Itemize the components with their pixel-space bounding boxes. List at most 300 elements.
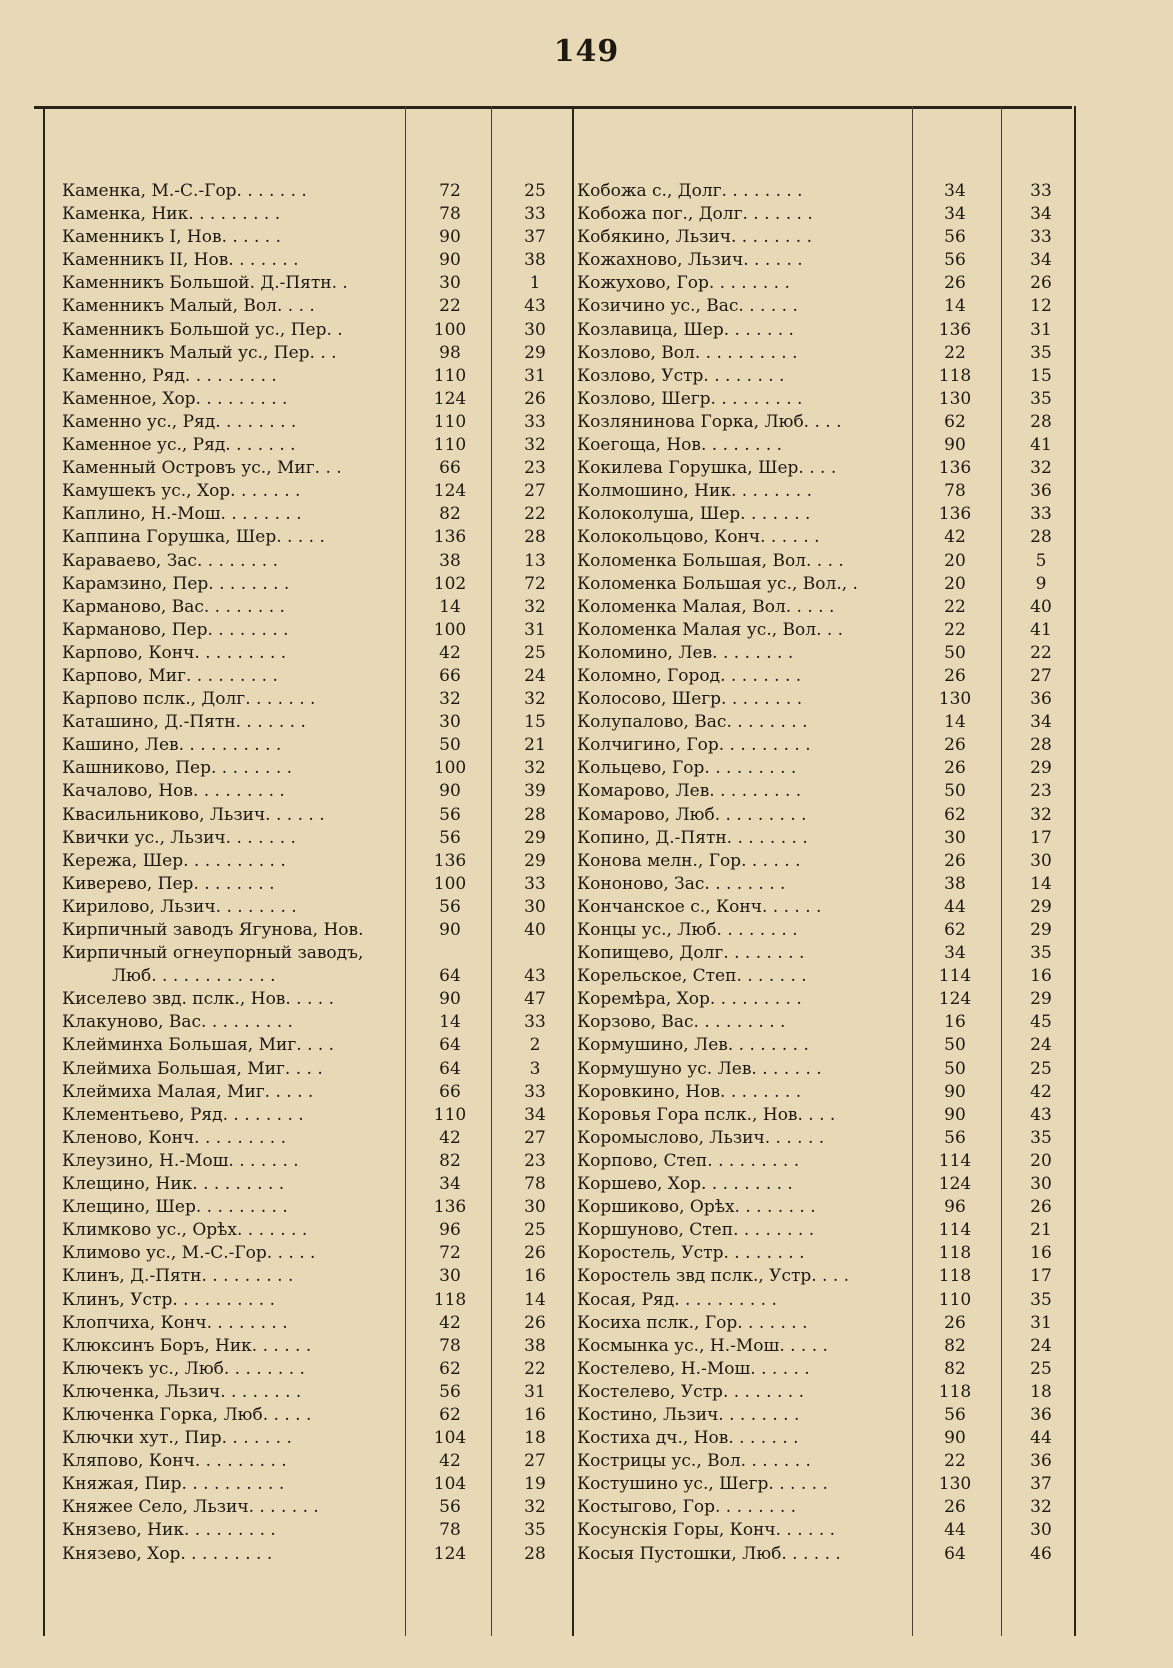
left-sub-number: 34 xyxy=(524,1104,546,1125)
right-ref-number: 62 xyxy=(944,920,966,940)
left-place-name: Каменно, Ряд. . . . . . . . . xyxy=(62,365,277,386)
left-ref-number: 96 xyxy=(439,1220,461,1241)
left-sub-number: 37 xyxy=(524,227,546,248)
left-place-name: Каменка, Ник. . . . . . . . . xyxy=(62,204,281,225)
left-place-name: Кирилово, Льзич. . . . . . . . xyxy=(62,896,297,917)
index-row xyxy=(0,850,1173,873)
index-row xyxy=(0,1104,1173,1127)
right-sub-number: 22 xyxy=(1030,642,1052,663)
left-ref-number: 62 xyxy=(439,1358,461,1379)
left-sub-number: 26 xyxy=(524,1243,546,1264)
right-place-name: Корзово, Вас. . . . . . . . . xyxy=(577,1012,786,1033)
left-ref-number: 30 xyxy=(439,273,461,294)
right-ref-number: 26 xyxy=(944,758,966,779)
left-ref-number: 104 xyxy=(433,1428,467,1449)
right-ref-number: 90 xyxy=(944,435,966,456)
left-sub-number: 26 xyxy=(524,1312,546,1333)
left-place-name: Киселево звд. пслк., Нов. . . . . xyxy=(62,989,335,1010)
right-place-name: Коршиково, Орѣх. . . . . . . . xyxy=(577,1197,816,1218)
left-place-name: Ключенка, Льзич. . . . . . . . xyxy=(62,1381,302,1402)
left-sub-number: 78 xyxy=(524,1174,546,1195)
left-sub-number: 33 xyxy=(524,873,546,894)
right-sub-number: 36 xyxy=(1030,1451,1052,1472)
left-ref-number: 100 xyxy=(433,319,467,340)
right-ref-number: 22 xyxy=(944,596,966,617)
left-ref-number: 30 xyxy=(439,1266,461,1287)
right-place-name: Костыгово, Гор. . . . . . . . xyxy=(577,1497,797,1518)
left-sub-number: 38 xyxy=(524,1335,546,1356)
left-sub-number: 27 xyxy=(524,481,546,502)
left-place-name: Каташино, Д.-Пятн. . . . . . . xyxy=(62,712,306,733)
right-sub-number: 35 xyxy=(1030,1289,1052,1310)
left-ref-number: 62 xyxy=(439,1404,461,1425)
left-ref-number: 22 xyxy=(439,296,461,317)
left-place-name: Клеузино, Н.-Мош. . . . . . . xyxy=(62,1150,299,1171)
right-sub-number: 28 xyxy=(1030,735,1052,756)
right-place-name: Коегоща, Нов. . . . . . . . xyxy=(577,435,783,456)
index-row xyxy=(0,757,1173,780)
left-place-name: Качалово, Нов. . . . . . . . . xyxy=(62,781,285,802)
right-place-name: Косыя Пустошки, Люб. . . . . . xyxy=(577,1543,841,1564)
left-sub-number: 3 xyxy=(529,1058,541,1079)
right-sub-number: 41 xyxy=(1030,435,1052,456)
right-place-name: Коромыслово, Льзич. . . . . . xyxy=(577,1127,825,1148)
left-ref-number: 42 xyxy=(439,1451,461,1472)
right-sub-number: 29 xyxy=(1030,989,1052,1010)
right-sub-number: 30 xyxy=(1030,850,1052,871)
left-ref-number: 136 xyxy=(433,850,467,871)
right-ref-number: 26 xyxy=(944,735,966,756)
index-row xyxy=(0,1219,1173,1242)
left-sub-number: 28 xyxy=(524,804,546,825)
right-place-name: Костино, Льзич. . . . . . . . xyxy=(577,1404,800,1425)
index-row xyxy=(0,526,1173,549)
left-place-name: Клементьево, Ряд. . . . . . . . xyxy=(62,1104,304,1125)
left-sub-number: 32 xyxy=(524,1497,546,1518)
index-row xyxy=(0,319,1173,342)
left-place-name: Кережа, Шер. . . . . . . . . . xyxy=(62,850,286,871)
left-sub-number: 25 xyxy=(524,642,546,663)
right-place-name: Корельское, Степ. . . . . . . xyxy=(577,966,807,987)
left-place-name: Квички ус., Льзич. . . . . . . xyxy=(62,827,296,848)
right-ref-number: 22 xyxy=(944,1451,966,1472)
right-sub-number: 26 xyxy=(1030,1197,1052,1218)
left-ref-number: 82 xyxy=(439,1150,461,1171)
left-sub-number: 22 xyxy=(524,1358,546,1379)
left-place-name: Клещино, Ник. . . . . . . . . xyxy=(62,1174,285,1195)
right-place-name: Кострицы ус., Вол. . . . . . . xyxy=(577,1451,811,1472)
index-row xyxy=(0,1058,1173,1081)
right-sub-number: 36 xyxy=(1030,689,1052,710)
page-number: 149 xyxy=(553,34,620,69)
right-ref-number: 50 xyxy=(944,1035,966,1056)
right-ref-number: 20 xyxy=(944,573,966,594)
right-ref-number: 56 xyxy=(944,1404,966,1425)
right-place-name: Кольцево, Гор. . . . . . . . . xyxy=(577,758,797,779)
index-row xyxy=(0,1381,1173,1404)
right-ref-number: 50 xyxy=(944,781,966,802)
right-sub-number: 20 xyxy=(1030,1150,1052,1171)
right-ref-number: 14 xyxy=(944,712,966,733)
right-place-name: Косунскія Горы, Конч. . . . . . xyxy=(577,1520,836,1541)
left-sub-number: 28 xyxy=(524,1543,546,1564)
index-row xyxy=(0,550,1173,573)
left-sub-number: 25 xyxy=(524,181,546,201)
left-ref-number: 56 xyxy=(439,1497,461,1518)
index-row xyxy=(0,1173,1173,1196)
right-sub-number: 35 xyxy=(1030,388,1052,409)
right-sub-number: 29 xyxy=(1030,920,1052,940)
right-place-name: Костелево, Устр. . . . . . . . xyxy=(577,1381,805,1402)
left-sub-number: 43 xyxy=(524,296,546,317)
index-row xyxy=(0,249,1173,272)
left-place-name: Каменникъ Малый ус., Пер. . . xyxy=(62,342,337,363)
right-sub-number: 41 xyxy=(1030,619,1052,640)
left-place-name: Каменникъ Большой. Д.-Пятн. . xyxy=(62,273,348,294)
left-ref-number: 136 xyxy=(433,1197,467,1218)
index-row xyxy=(0,988,1173,1011)
right-place-name: Корпово, Степ. . . . . . . . . xyxy=(577,1150,800,1171)
index-row xyxy=(0,1034,1173,1057)
right-ref-number: 34 xyxy=(944,943,966,964)
left-place-name: Карпово пслк., Долг. . . . . . . xyxy=(62,689,316,710)
right-ref-number: 82 xyxy=(944,1358,966,1379)
left-sub-number: 27 xyxy=(524,1451,546,1472)
right-sub-number: 44 xyxy=(1030,1428,1052,1449)
right-place-name: Колоколуша, Шер. . . . . . . xyxy=(577,504,811,525)
left-place-name: Каменное ус., Ряд. . . . . . . xyxy=(62,435,296,456)
left-ref-number: 38 xyxy=(439,550,461,571)
index-row xyxy=(0,503,1173,526)
index-row xyxy=(0,1404,1173,1427)
index-row xyxy=(0,780,1173,803)
right-sub-number: 33 xyxy=(1030,227,1052,248)
right-place-name: Колчигино, Гор. . . . . . . . . xyxy=(577,735,811,756)
right-place-name: Коломенка Малая ус., Вол. . . xyxy=(577,619,844,640)
left-sub-number: 28 xyxy=(524,527,546,548)
right-place-name: Козлово, Устр. . . . . . . . xyxy=(577,365,785,386)
index-row xyxy=(0,1427,1173,1450)
right-place-name: Коломенка Большая ус., Вол., . xyxy=(577,573,858,594)
right-place-name: Костиха дч., Нов. . . . . . . xyxy=(577,1428,799,1449)
left-sub-number: 1 xyxy=(529,273,541,294)
left-sub-number: 31 xyxy=(524,619,546,640)
left-sub-number: 32 xyxy=(524,435,546,456)
index-row xyxy=(0,1150,1173,1173)
right-place-name: Косиха пслк., Гор. . . . . . . xyxy=(577,1312,808,1333)
left-place-name: Каменникъ Большой ус., Пер. . xyxy=(62,319,343,340)
index-row xyxy=(0,388,1173,411)
left-sub-number: 30 xyxy=(524,319,546,340)
right-sub-number: 34 xyxy=(1030,712,1052,733)
left-sub-number: 33 xyxy=(524,1012,546,1033)
left-sub-number: 2 xyxy=(529,1035,541,1056)
left-sub-number: 18 xyxy=(524,1428,546,1449)
index-row xyxy=(0,226,1173,249)
left-ref-number: 56 xyxy=(439,827,461,848)
left-ref-number: 90 xyxy=(439,227,461,248)
right-ref-number: 64 xyxy=(944,1543,966,1564)
index-row xyxy=(0,619,1173,642)
left-ref-number: 78 xyxy=(439,1520,461,1541)
left-place-name: Князево, Ник. . . . . . . . . xyxy=(62,1520,276,1541)
right-ref-number: 118 xyxy=(938,365,972,386)
left-ref-number: 14 xyxy=(439,596,461,617)
right-ref-number: 14 xyxy=(944,296,966,317)
index-row xyxy=(0,480,1173,503)
left-ref-number: 64 xyxy=(439,966,461,987)
right-place-name: Кожахново, Льзич. . . . . . xyxy=(577,250,803,271)
right-place-name: Комарово, Люб. . . . . . . . . xyxy=(577,804,807,825)
right-sub-number: 23 xyxy=(1030,781,1052,802)
left-place-name: Каменникъ I, Нов. . . . . . xyxy=(62,227,282,248)
left-ref-number: 100 xyxy=(433,619,467,640)
left-place-name: Киверево, Пер. . . . . . . . xyxy=(62,873,275,894)
left-ref-number: 124 xyxy=(433,1543,467,1564)
right-ref-number: 118 xyxy=(938,1381,972,1402)
left-sub-number: 38 xyxy=(524,250,546,271)
left-ref-number: 42 xyxy=(439,1127,461,1148)
right-ref-number: 56 xyxy=(944,227,966,248)
right-sub-number: 9 xyxy=(1035,573,1047,594)
left-ref-number: 30 xyxy=(439,712,461,733)
left-ref-number: 100 xyxy=(433,758,467,779)
right-sub-number: 35 xyxy=(1030,943,1052,964)
right-ref-number: 34 xyxy=(944,204,966,225)
right-place-name: Коршуново, Степ. . . . . . . . xyxy=(577,1220,815,1241)
right-ref-number: 118 xyxy=(938,1243,972,1264)
right-place-name: Коломино, Лев. . . . . . . . xyxy=(577,642,794,663)
left-ref-number: 72 xyxy=(439,181,461,201)
right-sub-number: 32 xyxy=(1030,458,1052,479)
index-row xyxy=(0,1081,1173,1104)
left-place-name: Ключенка Горка, Люб. . . . . xyxy=(62,1404,312,1425)
left-ref-number: 136 xyxy=(433,527,467,548)
left-place-name: Каменникъ II, Нов. . . . . . . xyxy=(62,250,299,271)
right-sub-number: 25 xyxy=(1030,1058,1052,1079)
left-place-name: Каменно ус., Ряд. . . . . . . . xyxy=(62,411,297,432)
right-sub-number: 17 xyxy=(1030,827,1052,848)
left-place-name: Кленово, Конч. . . . . . . . . xyxy=(62,1127,287,1148)
right-ref-number: 62 xyxy=(944,804,966,825)
left-place-name: Ключекъ ус., Люб. . . . . . . . xyxy=(62,1358,305,1379)
right-sub-number: 34 xyxy=(1030,250,1052,271)
right-ref-number: 124 xyxy=(938,1174,972,1195)
right-ref-number: 22 xyxy=(944,619,966,640)
left-ref-number: 90 xyxy=(439,989,461,1010)
left-ref-number: 104 xyxy=(433,1474,467,1495)
right-sub-number: 27 xyxy=(1030,665,1052,686)
left-sub-number: 29 xyxy=(524,850,546,871)
right-sub-number: 36 xyxy=(1030,481,1052,502)
left-ref-number: 110 xyxy=(433,411,467,432)
right-sub-number: 24 xyxy=(1030,1035,1052,1056)
index-row xyxy=(0,1496,1173,1519)
right-place-name: Конова мелн., Гор. . . . . . xyxy=(577,850,801,871)
left-place-name: Кашниково, Пер. . . . . . . . xyxy=(62,758,293,779)
right-sub-number: 12 xyxy=(1030,296,1052,317)
left-sub-number: 23 xyxy=(524,458,546,479)
left-place-name: Карпово, Конч. . . . . . . . . xyxy=(62,642,287,663)
left-ref-number: 90 xyxy=(439,250,461,271)
right-place-name: Кобожа с., Долг. . . . . . . . xyxy=(577,181,803,201)
left-place-name: Ключки хут., Пир. . . . . . . xyxy=(62,1428,292,1449)
left-place-name: Кляпово, Конч. . . . . . . . . xyxy=(62,1451,287,1472)
right-sub-number: 33 xyxy=(1030,504,1052,525)
left-place-name: Люб. . . . . . . . . . . . xyxy=(112,966,276,987)
left-place-name: Караваево, Зас. . . . . . . . xyxy=(62,550,278,571)
left-sub-number: 14 xyxy=(524,1289,546,1310)
index-row xyxy=(0,1519,1173,1542)
left-sub-number: 72 xyxy=(524,573,546,594)
left-ref-number: 90 xyxy=(439,920,461,940)
right-ref-number: 26 xyxy=(944,273,966,294)
right-place-name: Кобожа пог., Долг. . . . . . . xyxy=(577,204,813,225)
left-sub-number: 39 xyxy=(524,781,546,802)
right-place-name: Кончанское с., Конч. . . . . . xyxy=(577,896,822,917)
right-ref-number: 62 xyxy=(944,411,966,432)
index-row xyxy=(0,365,1173,388)
right-ref-number: 78 xyxy=(944,481,966,502)
left-ref-number: 124 xyxy=(433,388,467,409)
right-place-name: Козлово, Вол. . . . . . . . . . xyxy=(577,342,798,363)
left-place-name: Клопчиха, Конч. . . . . . . . xyxy=(62,1312,288,1333)
right-sub-number: 18 xyxy=(1030,1381,1052,1402)
left-place-name: Климково ус., Орѣх. . . . . . . xyxy=(62,1220,308,1241)
left-place-name: Карманово, Пер. . . . . . . . xyxy=(62,619,289,640)
index-row xyxy=(0,295,1173,318)
right-sub-number: 46 xyxy=(1030,1543,1052,1564)
right-ref-number: 130 xyxy=(938,1474,972,1495)
index-row xyxy=(0,1473,1173,1496)
index-row xyxy=(0,1196,1173,1219)
right-sub-number: 32 xyxy=(1030,804,1052,825)
right-sub-number: 30 xyxy=(1030,1520,1052,1541)
right-ref-number: 34 xyxy=(944,181,966,201)
right-ref-number: 130 xyxy=(938,388,972,409)
right-ref-number: 118 xyxy=(938,1266,972,1287)
left-ref-number: 42 xyxy=(439,1312,461,1333)
index-row xyxy=(0,1011,1173,1034)
index-row xyxy=(0,873,1173,896)
index-row xyxy=(0,411,1173,434)
index-row xyxy=(0,1358,1173,1381)
left-ref-number: 82 xyxy=(439,504,461,525)
left-sub-number: 13 xyxy=(524,550,546,571)
left-ref-number: 98 xyxy=(439,342,461,363)
left-sub-number: 27 xyxy=(524,1127,546,1148)
right-sub-number: 29 xyxy=(1030,896,1052,917)
right-ref-number: 136 xyxy=(938,504,972,525)
left-ref-number: 110 xyxy=(433,435,467,456)
right-place-name: Коломенка Большая, Вол. . . . xyxy=(577,550,844,571)
left-sub-number: 24 xyxy=(524,665,546,686)
index-row xyxy=(0,434,1173,457)
left-place-name: Карпово, Миг. . . . . . . . . xyxy=(62,665,278,686)
right-ref-number: 30 xyxy=(944,827,966,848)
left-ref-number: 42 xyxy=(439,642,461,663)
right-sub-number: 37 xyxy=(1030,1474,1052,1495)
index-row xyxy=(0,642,1173,665)
right-ref-number: 44 xyxy=(944,1520,966,1541)
right-ref-number: 90 xyxy=(944,1428,966,1449)
left-sub-number: 35 xyxy=(524,1520,546,1541)
left-place-name: Каппина Горушка, Шер. . . . . xyxy=(62,527,325,548)
right-sub-number: 21 xyxy=(1030,1220,1052,1241)
left-place-name: Карманово, Вас. . . . . . . . xyxy=(62,596,285,617)
left-place-name: Каменка, М.-С.-Гор. . . . . . . xyxy=(62,181,307,201)
left-place-name: Карамзино, Пер. . . . . . . . xyxy=(62,573,290,594)
left-sub-number: 21 xyxy=(524,735,546,756)
left-sub-number: 26 xyxy=(524,388,546,409)
right-sub-number: 25 xyxy=(1030,1358,1052,1379)
right-ref-number: 136 xyxy=(938,319,972,340)
left-sub-number: 29 xyxy=(524,342,546,363)
right-place-name: Козлянинова Горка, Люб. . . . xyxy=(577,411,842,432)
left-sub-number: 30 xyxy=(524,1197,546,1218)
right-ref-number: 20 xyxy=(944,550,966,571)
right-place-name: Копищево, Долг. . . . . . . . xyxy=(577,943,805,964)
right-sub-number: 16 xyxy=(1030,966,1052,987)
left-sub-number: 32 xyxy=(524,758,546,779)
right-place-name: Концы ус., Люб. . . . . . . . xyxy=(577,920,798,940)
right-ref-number: 110 xyxy=(938,1289,972,1310)
index-row xyxy=(0,1127,1173,1150)
right-ref-number: 26 xyxy=(944,665,966,686)
left-sub-number: 40 xyxy=(524,920,546,940)
right-ref-number: 114 xyxy=(938,966,972,987)
right-ref-number: 42 xyxy=(944,527,966,548)
right-sub-number: 14 xyxy=(1030,873,1052,894)
left-sub-number: 22 xyxy=(524,504,546,525)
right-sub-number: 15 xyxy=(1030,365,1052,386)
left-ref-number: 66 xyxy=(439,458,461,479)
index-row xyxy=(0,804,1173,827)
right-ref-number: 56 xyxy=(944,250,966,271)
left-place-name: Клещино, Шер. . . . . . . . . xyxy=(62,1197,288,1218)
right-place-name: Коршево, Хор. . . . . . . . . xyxy=(577,1174,793,1195)
left-ref-number: 102 xyxy=(433,573,467,594)
left-sub-number: 19 xyxy=(524,1474,546,1495)
right-ref-number: 96 xyxy=(944,1197,966,1218)
left-ref-number: 100 xyxy=(433,873,467,894)
left-ref-number: 32 xyxy=(439,689,461,710)
right-place-name: Кормушино, Лев. . . . . . . . xyxy=(577,1035,809,1056)
index-row xyxy=(0,665,1173,688)
left-ref-number: 56 xyxy=(439,804,461,825)
right-place-name: Космынка ус., Н.-Мош. . . . . xyxy=(577,1335,828,1356)
index-row xyxy=(0,827,1173,850)
right-place-name: Колокольцово, Конч. . . . . . xyxy=(577,527,820,548)
right-ref-number: 26 xyxy=(944,1497,966,1518)
right-ref-number: 26 xyxy=(944,1312,966,1333)
left-place-name: Клинъ, Д.-Пятн. . . . . . . . . xyxy=(62,1266,294,1287)
left-ref-number: 14 xyxy=(439,1012,461,1033)
right-place-name: Коростель, Устр. . . . . . . . xyxy=(577,1243,805,1264)
left-sub-number: 32 xyxy=(524,689,546,710)
right-place-name: Костелево, Н.-Мош. . . . . . xyxy=(577,1358,810,1379)
left-sub-number: 33 xyxy=(524,1081,546,1102)
left-sub-number: 29 xyxy=(524,827,546,848)
right-ref-number: 38 xyxy=(944,873,966,894)
index-row xyxy=(0,734,1173,757)
left-sub-number: 33 xyxy=(524,411,546,432)
right-place-name: Колупалово, Вас. . . . . . . . xyxy=(577,712,808,733)
index-row xyxy=(0,942,1173,965)
right-place-name: Коломенка Малая, Вол. . . . . xyxy=(577,596,835,617)
index-row xyxy=(0,919,1173,942)
left-ref-number: 64 xyxy=(439,1058,461,1079)
